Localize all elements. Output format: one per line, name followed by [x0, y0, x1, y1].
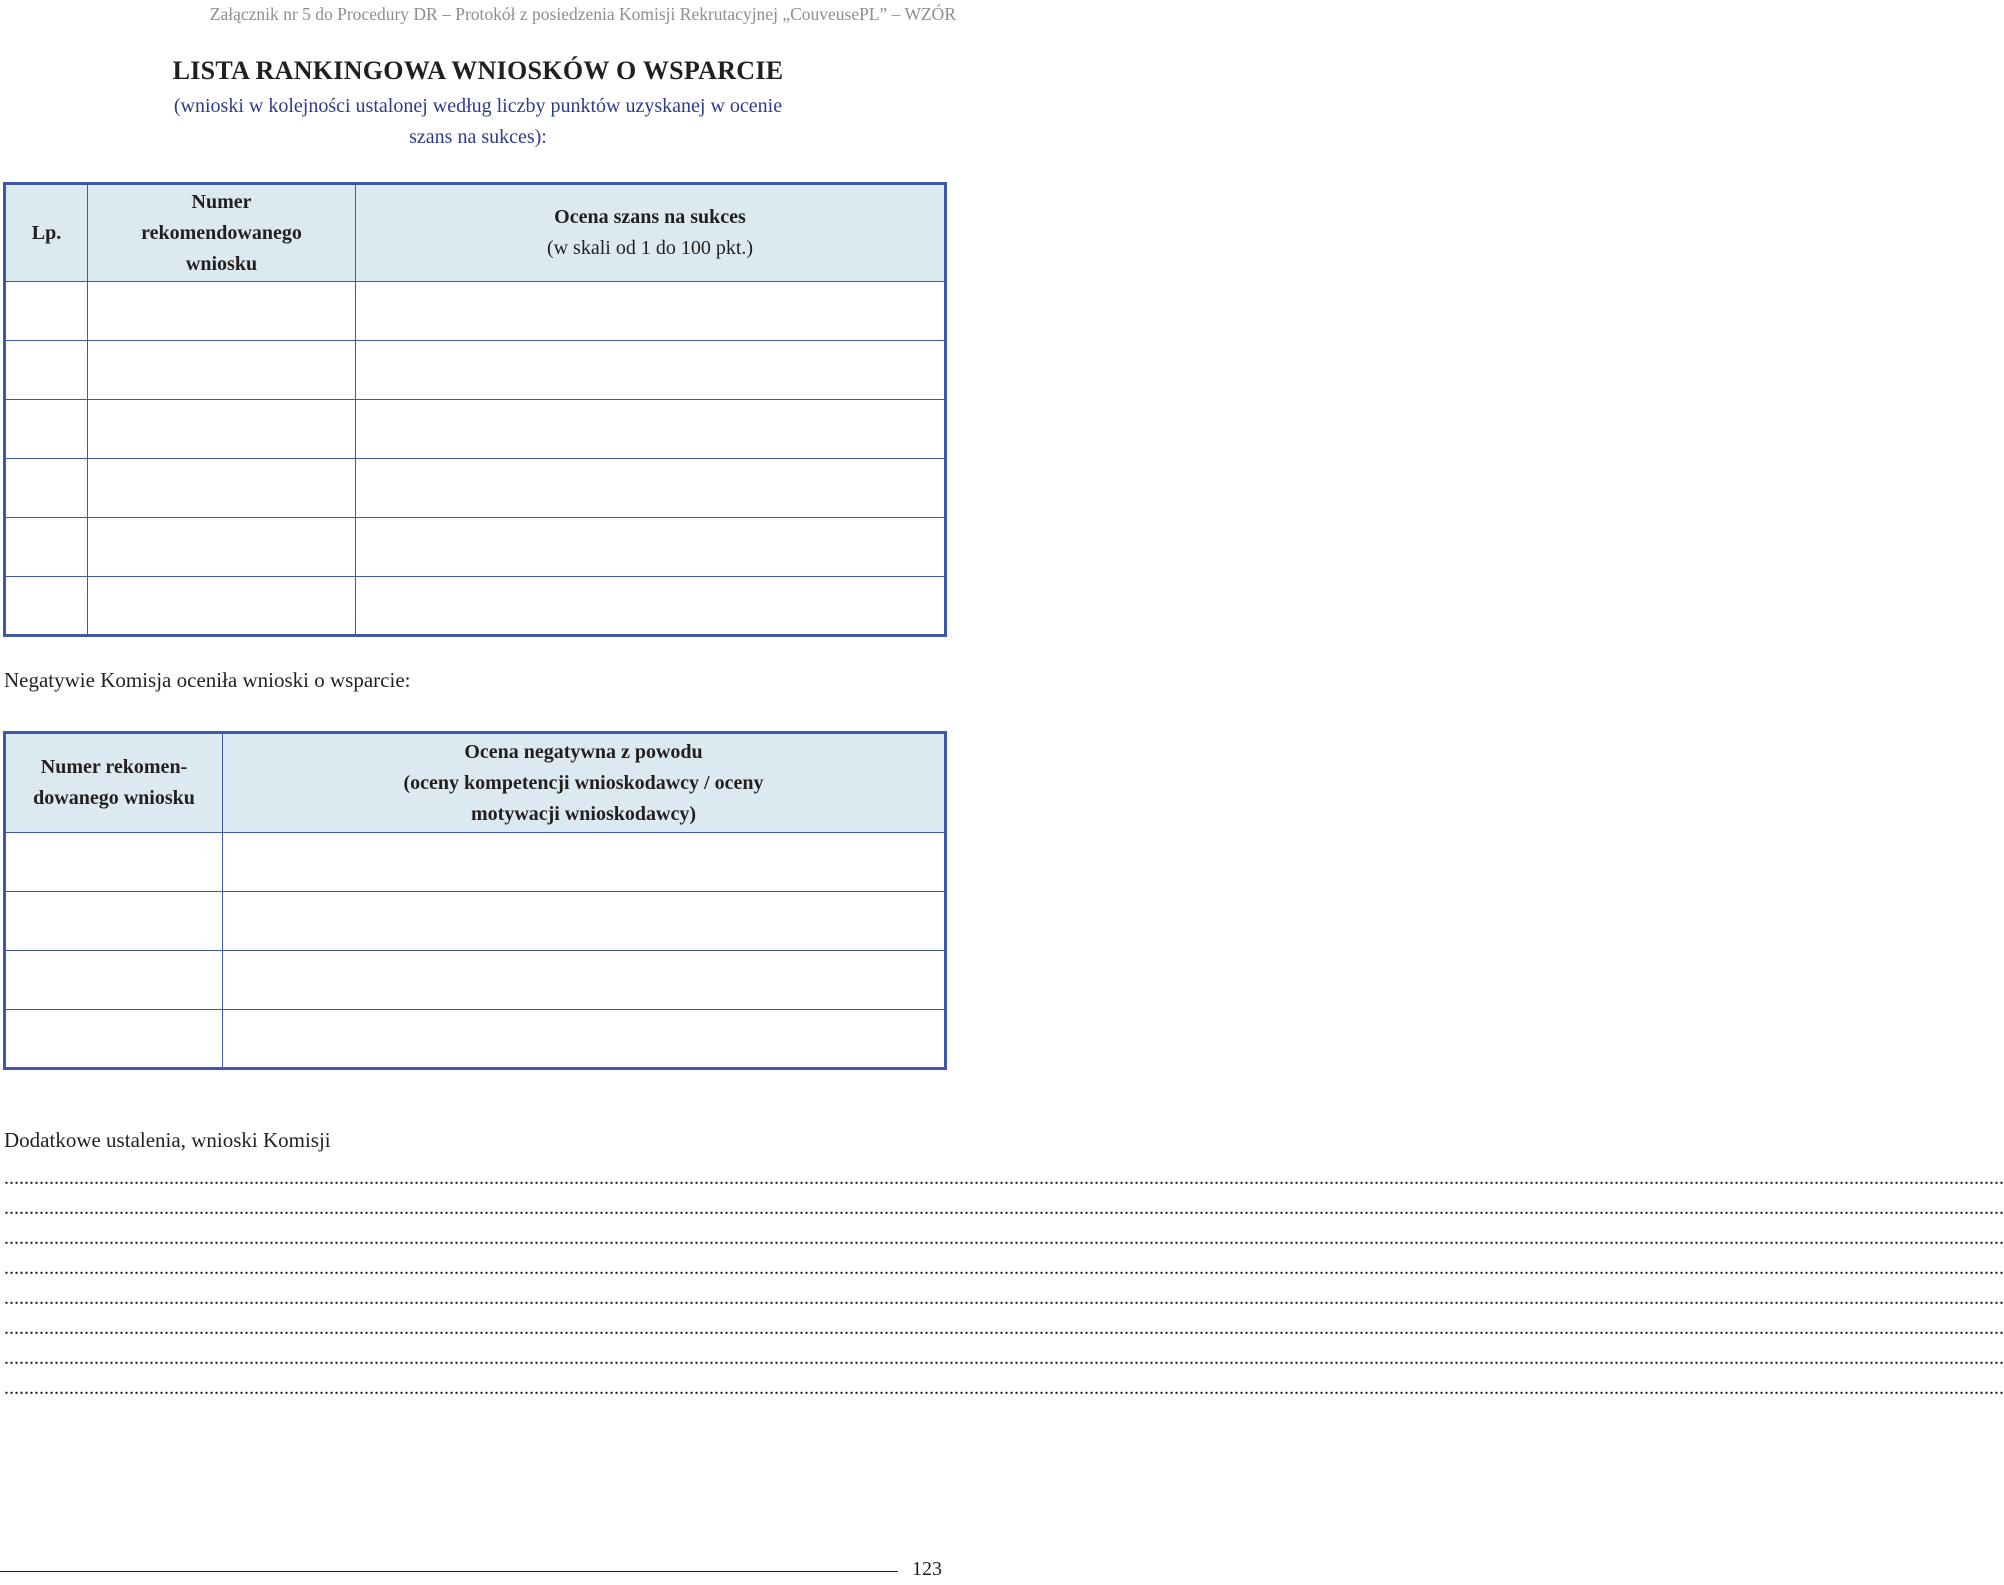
empty-cell — [88, 282, 356, 341]
empty-cell — [88, 577, 356, 636]
empty-cell — [88, 341, 356, 400]
dotted-line: ................................................................................................................................................................................................................................................................................................................................................................................................................ — [4, 1167, 2004, 1189]
header-cell-application-number — [88, 184, 356, 282]
empty-cell — [5, 459, 88, 518]
page-subtitle — [0, 91, 956, 153]
empty-cell — [5, 400, 88, 459]
header-line: Ocena szans na sukces — [554, 206, 746, 228]
header-cell-application-number — [5, 733, 223, 833]
table-row — [5, 400, 946, 459]
negative-assessment-label: Negatywie Komisja oceniła wnioski o wsparcie: — [4, 668, 411, 692]
table-row — [5, 833, 946, 892]
dotted-line: ................................................................................................................................................................................................................................................................................................................................................................................................................ — [4, 1287, 2004, 1309]
table-row — [5, 341, 946, 400]
header-cell-negative-reason — [223, 733, 946, 833]
dotted-line: ................................................................................................................................................................................................................................................................................................................................................................................................................ — [4, 1197, 2004, 1219]
empty-cell — [223, 892, 946, 951]
table-row — [5, 282, 946, 341]
subtitle-line: (wnioski w kolejności ustalonej według liczby punktów uzyskanej w ocenie — [173, 95, 783, 117]
empty-cell — [5, 892, 223, 951]
header-line: (oceny kompetencji wnioskodawcy / oceny — [403, 771, 764, 794]
empty-cell — [88, 459, 356, 518]
header-line: wniosku — [185, 252, 258, 275]
empty-cell — [5, 833, 223, 892]
empty-cell — [356, 282, 946, 341]
header-line: rekomendowanego — [141, 221, 302, 244]
header-line: Ocena negatywna z powodu — [464, 740, 703, 763]
additional-findings-label: Dodatkowe ustalenia, wnioski Komisji — [4, 1128, 331, 1152]
table-row — [5, 518, 946, 577]
table-row — [5, 577, 946, 636]
table-row — [5, 1010, 946, 1069]
empty-cell — [5, 518, 88, 577]
empty-cell — [223, 1010, 946, 1069]
empty-cell — [356, 518, 946, 577]
empty-cell — [356, 400, 946, 459]
header-line: Numer rekomen- — [40, 756, 188, 778]
empty-cell — [88, 518, 356, 577]
negative-table — [3, 731, 947, 1070]
header-cell-lp: Lp. — [5, 184, 88, 282]
header-line: (w skali od 1 do 100 pkt.) — [546, 237, 754, 259]
dotted-line: ................................................................................................................................................................................................................................................................................................................................................................................................................ — [4, 1317, 2004, 1339]
empty-cell — [88, 400, 356, 459]
empty-cell — [356, 577, 946, 636]
empty-cell — [5, 1010, 223, 1069]
negative-table-header — [5, 733, 946, 833]
empty-cell — [5, 951, 223, 1010]
empty-cell — [5, 341, 88, 400]
table-row — [5, 459, 946, 518]
ranking-table — [3, 182, 947, 637]
dotted-line: ................................................................................................................................................................................................................................................................................................................................................................................................................ — [4, 1227, 2004, 1249]
page-title: LISTA RANKINGOWA WNIOSKÓW O WSPARCIE — [172, 56, 784, 85]
dotted-line: ................................................................................................................................................................................................................................................................................................................................................................................................................ — [4, 1377, 2004, 1399]
table-row — [5, 892, 946, 951]
header-line: motywacji wnioskodawcy) — [471, 802, 696, 825]
empty-cell — [356, 341, 946, 400]
empty-cell — [223, 951, 946, 1010]
page-number: 123 — [912, 1558, 942, 1580]
subtitle-line: szans na sukces): — [409, 126, 547, 148]
table-row — [5, 951, 946, 1010]
dotted-writing-lines — [4, 1163, 2004, 1403]
header-cell-success-score — [356, 184, 946, 282]
header-line: dowanego wniosku — [33, 787, 195, 809]
empty-cell — [5, 577, 88, 636]
footer-rule — [0, 1571, 898, 1572]
empty-cell — [356, 459, 946, 518]
header-line: Numer — [191, 190, 252, 213]
ranking-table-header — [5, 184, 946, 282]
dotted-line: ................................................................................................................................................................................................................................................................................................................................................................................................................ — [4, 1347, 2004, 1369]
empty-cell — [223, 833, 946, 892]
running-header: Załącznik nr 5 do Procedury DR – Protokół z posiedzenia Komisji Rekrutacyjnej „CouveusePL” – WZÓR — [209, 4, 956, 24]
empty-cell — [5, 282, 88, 341]
dotted-line: ................................................................................................................................................................................................................................................................................................................................................................................................................ — [4, 1257, 2004, 1279]
